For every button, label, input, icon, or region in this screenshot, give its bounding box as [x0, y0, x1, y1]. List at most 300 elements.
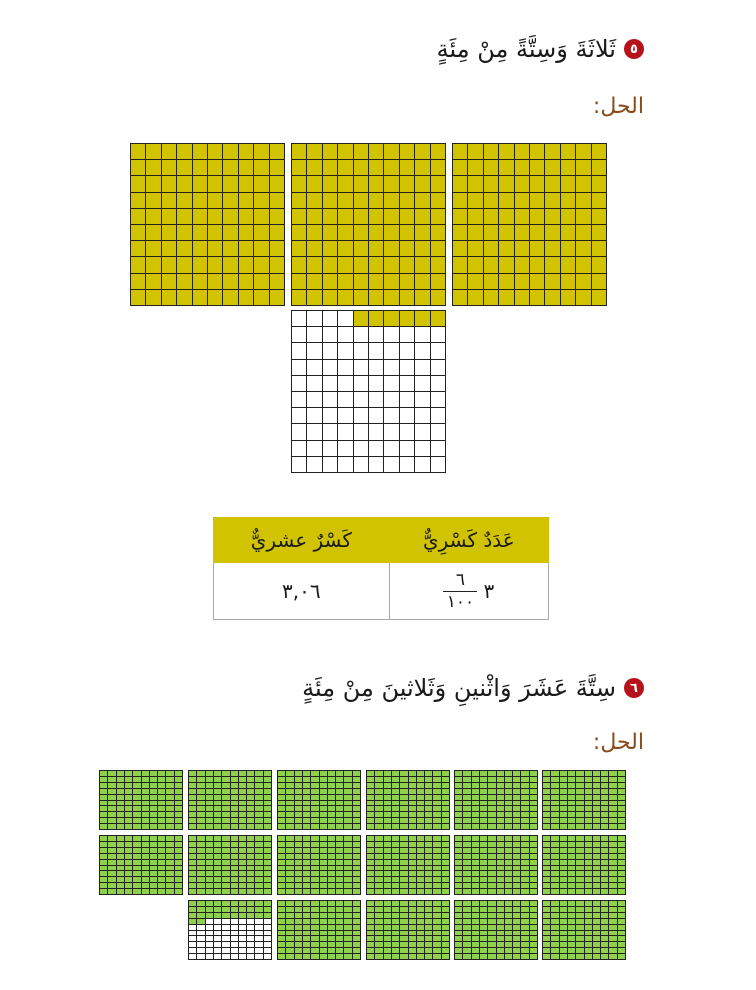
grid-cell	[530, 812, 537, 817]
grid-cell	[367, 783, 374, 788]
grid-cell	[223, 274, 237, 289]
grid-cell	[222, 848, 229, 853]
grid-cell	[336, 919, 343, 924]
grid-cell	[551, 889, 558, 894]
grid-cell	[303, 919, 310, 924]
grid-cell	[336, 836, 343, 841]
grid-cell	[177, 241, 191, 256]
grid-cell	[593, 919, 600, 924]
grid-cell	[417, 877, 424, 882]
grid-cell	[125, 818, 132, 823]
grid-cell	[189, 913, 196, 918]
grid-cell	[303, 942, 310, 947]
grid-cell	[455, 777, 462, 782]
grid-cell	[150, 883, 157, 888]
grid-cell	[431, 209, 445, 224]
solution-label-6: الحل:	[592, 730, 644, 755]
grid-cell	[505, 919, 512, 924]
grid-cell	[515, 176, 529, 191]
grid-cell	[117, 854, 124, 859]
grid-cell	[353, 860, 360, 865]
grid-cell	[307, 408, 321, 423]
grid-cell	[568, 795, 575, 800]
grid-cell	[292, 457, 306, 472]
grid-cell	[545, 209, 559, 224]
grid-cell	[354, 241, 368, 256]
grid-cell	[480, 901, 487, 906]
grid-cell	[320, 801, 327, 806]
grid-cell	[618, 948, 625, 953]
grid-cell	[255, 948, 262, 953]
grid-cell	[239, 848, 246, 853]
grid-cell	[530, 942, 537, 947]
grid-cell	[286, 866, 293, 871]
grid-cell	[384, 376, 398, 391]
grid-cell	[472, 842, 479, 847]
grid-cell	[270, 176, 284, 191]
grid-cell	[255, 812, 262, 817]
grid-cell	[484, 225, 498, 240]
grid-cell	[497, 948, 504, 953]
grid-cell	[231, 901, 238, 906]
grid-cell	[131, 290, 145, 305]
grid-cell	[278, 913, 285, 918]
grid-cell	[601, 913, 608, 918]
grid-cell	[133, 848, 140, 853]
grid-cell	[158, 812, 165, 817]
grid-cell	[392, 801, 399, 806]
grid-cell	[561, 144, 575, 159]
grid-cell	[384, 225, 398, 240]
grid-cell	[146, 176, 160, 191]
grid-cell	[400, 408, 414, 423]
grid-cell	[409, 789, 416, 794]
grid-cell	[278, 871, 285, 876]
grid-cell	[497, 783, 504, 788]
grid-cell	[497, 883, 504, 888]
grid-cell	[560, 854, 567, 859]
grid-cell	[453, 290, 467, 305]
grid-cell	[206, 883, 213, 888]
grid-cell	[593, 783, 600, 788]
grid-cell	[278, 789, 285, 794]
grid-cell	[543, 877, 550, 882]
grid-cell	[303, 789, 310, 794]
grid-cell	[311, 812, 318, 817]
grid-cell	[433, 795, 440, 800]
grid-cell	[400, 457, 414, 472]
grid-cell	[239, 795, 246, 800]
grid-cell	[468, 160, 482, 175]
grid-cell	[255, 954, 262, 959]
grid-cell	[125, 860, 132, 865]
grid-cell	[125, 854, 132, 859]
hundred-square	[542, 835, 626, 895]
grid-cell	[108, 777, 115, 782]
grid-cell	[323, 441, 337, 456]
grid-cell	[417, 801, 424, 806]
grid-cell	[303, 936, 310, 941]
grid-cell	[543, 818, 550, 823]
grid-cell	[455, 901, 462, 906]
hundred-square	[366, 835, 450, 895]
grid-cell	[286, 812, 293, 817]
grid-cell	[208, 274, 222, 289]
grid-cell	[384, 889, 391, 894]
grid-cell	[513, 913, 520, 918]
grid-cell	[231, 883, 238, 888]
grid-cell	[336, 812, 343, 817]
grid-cell	[392, 913, 399, 918]
grid-cell	[455, 931, 462, 936]
grid-cell	[576, 942, 583, 947]
grid-cell	[307, 392, 321, 407]
grid-cell	[189, 777, 196, 782]
grid-cell	[146, 144, 160, 159]
grid-cell	[384, 457, 398, 472]
grid-cell	[367, 789, 374, 794]
header-decimal-fraction: كَسْرٌ عشريٌّ	[214, 518, 390, 563]
grid-cell	[222, 883, 229, 888]
grid-cell	[338, 408, 352, 423]
grid-cell	[488, 795, 495, 800]
grid-cell	[247, 877, 254, 882]
grid-cell	[384, 257, 398, 272]
grid-cell	[166, 842, 173, 847]
grid-cell	[197, 931, 204, 936]
grid-cell	[400, 871, 407, 876]
grid-cell	[223, 225, 237, 240]
grid-cell	[197, 777, 204, 782]
grid-cell	[328, 771, 335, 776]
grid-cell	[521, 931, 528, 936]
grid-cell	[513, 877, 520, 882]
grid-cell	[551, 777, 558, 782]
grid-cell	[166, 801, 173, 806]
grid-cell	[609, 777, 616, 782]
grid-cell	[328, 913, 335, 918]
grid-cell	[100, 883, 107, 888]
grid-cell	[254, 290, 268, 305]
grid-cell	[601, 824, 608, 829]
grid-cell	[166, 836, 173, 841]
grid-cell	[417, 889, 424, 894]
grid-cell	[231, 806, 238, 811]
grid-cell	[231, 771, 238, 776]
grid-cell	[311, 777, 318, 782]
grid-cell	[214, 824, 221, 829]
grid-cell	[431, 144, 445, 159]
grid-cell	[425, 925, 432, 930]
grid-cell	[197, 883, 204, 888]
grid-cell	[108, 812, 115, 817]
grid-cell	[480, 954, 487, 959]
grid-cell	[488, 789, 495, 794]
grid-cell	[231, 836, 238, 841]
grid-cell	[292, 392, 306, 407]
grid-cell	[521, 942, 528, 947]
grid-cell	[223, 290, 237, 305]
grid-cell	[197, 913, 204, 918]
grid-cell	[384, 883, 391, 888]
grid-cell	[585, 783, 592, 788]
grid-cell	[117, 824, 124, 829]
grid-cell	[222, 842, 229, 847]
grid-cell	[255, 824, 262, 829]
grid-cell	[488, 842, 495, 847]
grid-cell	[545, 274, 559, 289]
grid-cell	[521, 842, 528, 847]
grid-cell	[409, 771, 416, 776]
grid-cell	[499, 290, 513, 305]
grid-cell	[425, 824, 432, 829]
grid-cell	[400, 144, 414, 159]
grid-cell	[455, 877, 462, 882]
grid-cell	[125, 824, 132, 829]
grid-cell	[384, 824, 391, 829]
grid-cell	[543, 954, 550, 959]
grid-cell	[505, 783, 512, 788]
grid-cell	[593, 848, 600, 853]
grid-cell	[367, 824, 374, 829]
grid-cell	[417, 789, 424, 794]
grid-cell	[425, 877, 432, 882]
grid-cell	[222, 854, 229, 859]
grid-cell	[222, 913, 229, 918]
grid-cell	[100, 842, 107, 847]
grid-cell	[303, 877, 310, 882]
grid-cell	[133, 777, 140, 782]
grid-cell	[175, 789, 182, 794]
grid-cell	[353, 936, 360, 941]
grid-cell	[400, 907, 407, 912]
grid-cell	[328, 860, 335, 865]
grid-cell	[336, 801, 343, 806]
grid-cell	[158, 783, 165, 788]
grid-cell	[576, 871, 583, 876]
grid-cell	[431, 327, 445, 342]
grid-cell	[292, 257, 306, 272]
grid-cell	[354, 408, 368, 423]
grid-cell	[463, 854, 470, 859]
grid-cell	[497, 789, 504, 794]
grid-cell	[367, 848, 374, 853]
grid-cell	[484, 257, 498, 272]
grid-cell	[255, 866, 262, 871]
grid-cell	[189, 842, 196, 847]
grid-cell	[513, 818, 520, 823]
grid-cell	[521, 907, 528, 912]
grid-cell	[222, 931, 229, 936]
grid-cell	[344, 877, 351, 882]
grid-cell	[568, 842, 575, 847]
grid-cell	[197, 801, 204, 806]
grid-cell	[150, 783, 157, 788]
grid-cell	[618, 789, 625, 794]
grid-cell	[108, 883, 115, 888]
grid-cell	[125, 842, 132, 847]
grid-cell	[384, 919, 391, 924]
grid-cell	[158, 801, 165, 806]
grid-cell	[505, 806, 512, 811]
grid-cell	[247, 860, 254, 865]
grid-cell	[472, 860, 479, 865]
grid-cell	[303, 777, 310, 782]
grid-cell	[206, 842, 213, 847]
grid-cell	[576, 144, 590, 159]
grid-cell	[292, 343, 306, 358]
grid-cell	[295, 919, 302, 924]
grid-cell	[150, 854, 157, 859]
grid-cell	[409, 889, 416, 894]
grid-cell	[117, 777, 124, 782]
grid-cell	[270, 274, 284, 289]
grid-cell	[142, 860, 149, 865]
grid-cell	[344, 925, 351, 930]
grid-cell	[455, 948, 462, 953]
grid-cell	[295, 931, 302, 936]
grid-cell	[551, 931, 558, 936]
grid-cell	[117, 877, 124, 882]
grid-cell	[609, 936, 616, 941]
grid-cell	[442, 860, 449, 865]
grid-cell	[384, 241, 398, 256]
grid-cell	[247, 948, 254, 953]
grid-cell	[344, 789, 351, 794]
grid-cell	[472, 883, 479, 888]
grid-cell	[505, 771, 512, 776]
grid-cell	[320, 824, 327, 829]
grid-cell	[344, 942, 351, 947]
grid-cell	[442, 919, 449, 924]
grid-cell	[295, 854, 302, 859]
grid-cell	[328, 812, 335, 817]
grid-cell	[433, 789, 440, 794]
grid-cell	[455, 860, 462, 865]
grid-cell	[618, 854, 625, 859]
grid-cell	[344, 860, 351, 865]
grid-cell	[254, 257, 268, 272]
grid-cell	[392, 806, 399, 811]
grid-cell	[409, 936, 416, 941]
grid-cell	[472, 783, 479, 788]
grid-cell	[214, 883, 221, 888]
grid-cell	[369, 360, 383, 375]
grid-cell	[453, 176, 467, 191]
grid-cell	[278, 854, 285, 859]
grid-cell	[480, 795, 487, 800]
grid-cell	[530, 176, 544, 191]
grid-cell	[505, 889, 512, 894]
grid-cell	[609, 907, 616, 912]
grid-cell	[295, 836, 302, 841]
grid-cell	[480, 889, 487, 894]
grid-cell	[231, 919, 238, 924]
grid-cell	[543, 866, 550, 871]
grid-cell	[295, 901, 302, 906]
grid-cell	[131, 274, 145, 289]
grid-cell	[568, 913, 575, 918]
grid-cell	[400, 789, 407, 794]
grid-cell	[384, 936, 391, 941]
grid-cell	[488, 877, 495, 882]
grid-cell	[568, 936, 575, 941]
grid-cell	[530, 889, 537, 894]
grid-cell	[189, 925, 196, 930]
grid-cell	[576, 925, 583, 930]
grid-cell	[472, 954, 479, 959]
grid-cell	[585, 860, 592, 865]
grid-cell	[433, 866, 440, 871]
grid-cell	[392, 889, 399, 894]
grid-cell	[568, 866, 575, 871]
grid-cell	[292, 274, 306, 289]
grid-cell	[480, 925, 487, 930]
grid-cell	[175, 883, 182, 888]
grid-cell	[214, 777, 221, 782]
grid-cell	[311, 806, 318, 811]
grid-cell	[455, 818, 462, 823]
grid-cell	[108, 854, 115, 859]
grid-cell	[505, 842, 512, 847]
grid-cell	[328, 801, 335, 806]
grid-cell	[214, 948, 221, 953]
grid-cell	[415, 408, 429, 423]
grid-cell	[133, 806, 140, 811]
grid-cell	[463, 954, 470, 959]
grid-cell	[442, 842, 449, 847]
grid-cell	[530, 818, 537, 823]
grid-cell	[336, 907, 343, 912]
grid-cell	[353, 913, 360, 918]
grid-cell	[545, 241, 559, 256]
grid-cell	[601, 931, 608, 936]
grid-cell	[576, 860, 583, 865]
grid-cell	[409, 931, 416, 936]
grid-cell	[442, 877, 449, 882]
grid-cell	[328, 848, 335, 853]
grid-cell	[286, 877, 293, 882]
grid-cell	[292, 241, 306, 256]
grid-cell	[568, 907, 575, 912]
grid-cell	[307, 144, 321, 159]
grid-cell	[166, 824, 173, 829]
grid-cell	[323, 408, 337, 423]
grid-cell	[189, 877, 196, 882]
grid-cell	[295, 942, 302, 947]
grid-cell	[189, 771, 196, 776]
grid-cell	[425, 866, 432, 871]
grid-cell	[323, 209, 337, 224]
grid-cell	[433, 777, 440, 782]
grid-cell	[442, 954, 449, 959]
grid-cell	[367, 948, 374, 953]
grid-cell	[254, 160, 268, 175]
grid-cell	[601, 871, 608, 876]
grid-cell	[117, 836, 124, 841]
grid-cell	[488, 919, 495, 924]
grid-cell	[433, 901, 440, 906]
grid-cell	[576, 209, 590, 224]
grid-cell	[551, 771, 558, 776]
grid-cell	[264, 824, 271, 829]
grid-cell	[189, 954, 196, 959]
grid-cell	[328, 806, 335, 811]
grid-cell	[303, 854, 310, 859]
grid-cell	[433, 913, 440, 918]
grid-cell	[214, 806, 221, 811]
grid-cell	[311, 877, 318, 882]
